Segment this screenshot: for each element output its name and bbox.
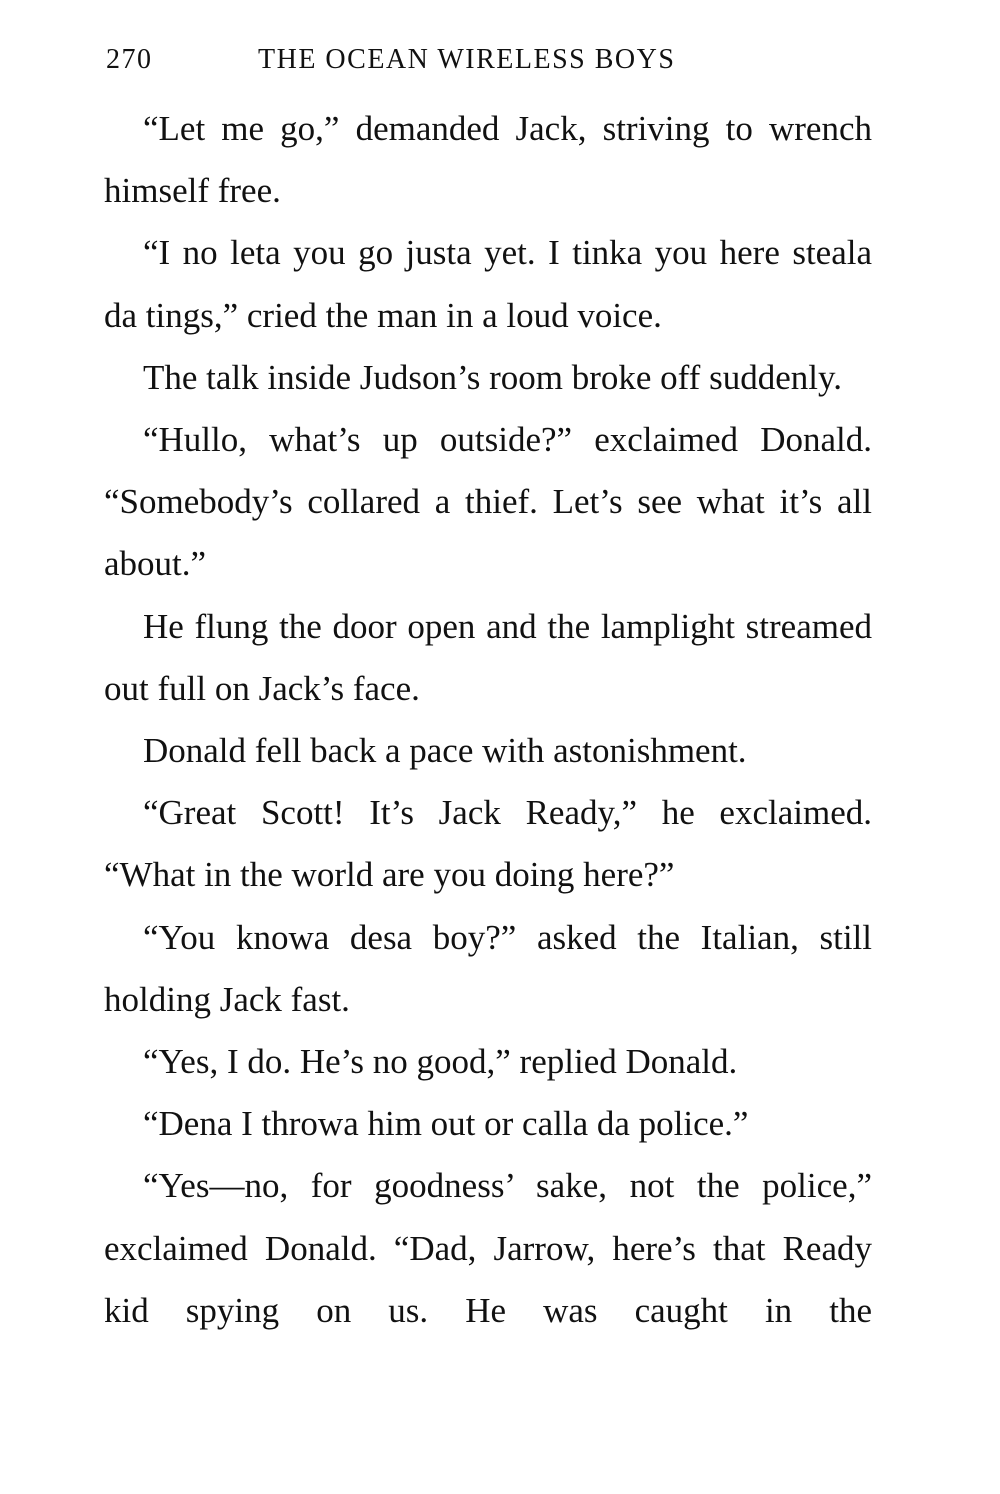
paragraph: He flung the door open and the lamplight streamed out full on Jack’s face.	[104, 606, 872, 708]
paragraph: “Yes—no, for goodness’ sake, not the police,” exclaimed Donald. “Dad, Jarrow, here’s that Ready kid spying on us. He was caught in the	[104, 1166, 872, 1330]
page-number: 270	[106, 44, 153, 75]
paragraph: The talk inside Judson’s room broke off suddenly.	[143, 357, 842, 397]
running-head	[106, 44, 872, 88]
paragraph: “I no leta you go justa yet. I tinka you here steala da tings,” cried the man in a loud voice.	[104, 233, 872, 335]
paragraph: “You knowa desa boy?” asked the Italian, still holding Jack fast.	[104, 917, 872, 1019]
body-text	[104, 98, 872, 1342]
paragraph: “Yes, I do. He’s no good,” replied Donald.	[143, 1042, 738, 1082]
paragraph: “Great Scott! It’s Jack Ready,” he exclaimed. “What in the world are you doing here?”	[104, 793, 872, 895]
paragraph: Donald fell back a pace with astonishment.	[143, 731, 747, 771]
running-title: THE OCEAN WIRELESS BOYS	[258, 44, 676, 75]
paragraph: “Let me go,” demanded Jack, striving to wrench himself free.	[104, 109, 872, 211]
paragraph: “Hullo, what’s up outside?” exclaimed Donald. “Somebody’s collared a thief. Let’s see what it’s all about.”	[104, 420, 872, 584]
paragraph: “Dena I throwa him out or calla da police.”	[143, 1104, 749, 1144]
